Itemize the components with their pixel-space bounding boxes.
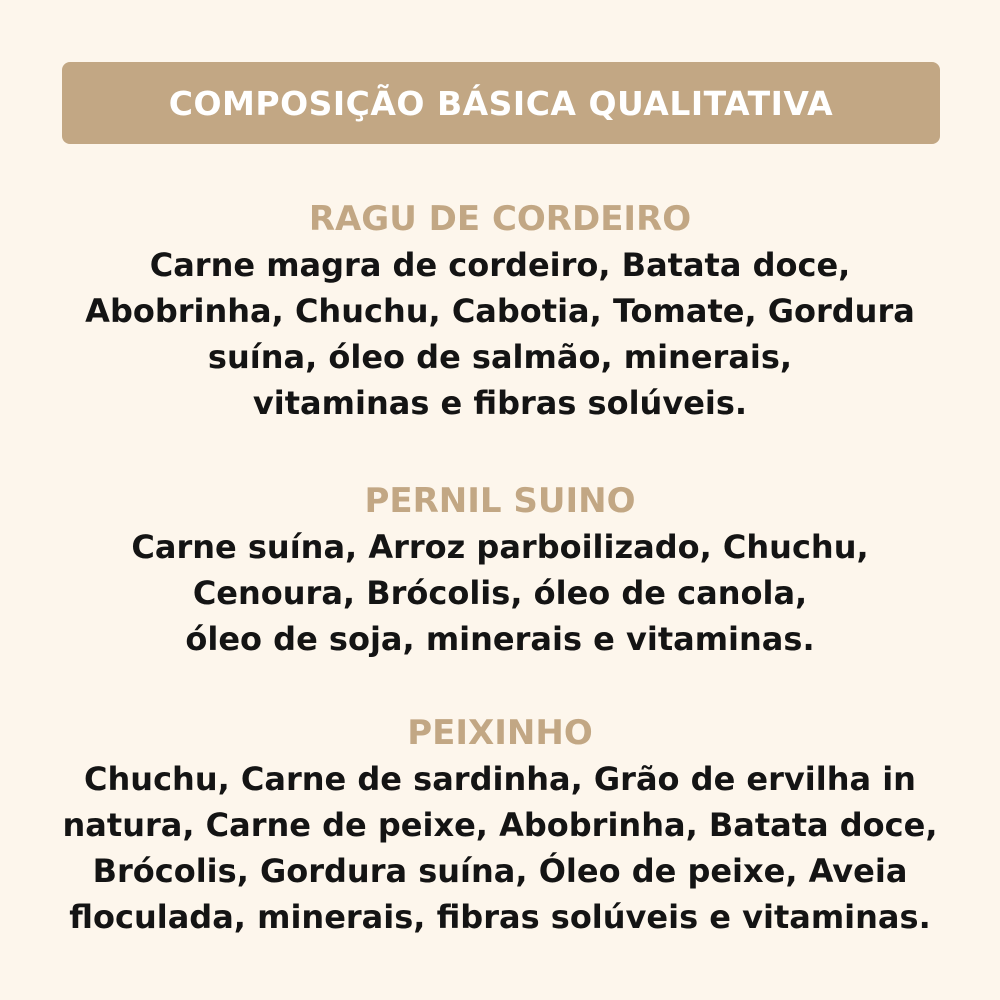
section-title: PEIXINHO	[407, 713, 593, 753]
ingredients-line: Chuchu, Carne de sardinha, Grão de ervilha in	[84, 760, 916, 798]
ingredients-line: óleo de soja, minerais e vitaminas.	[185, 620, 815, 658]
section-pernil-suino	[40, 478, 960, 662]
ingredients-line: vitaminas e fibras solúveis.	[252, 384, 748, 422]
ingredients-line: Brócolis, Gordura suína, Óleo de peixe, Aveia	[92, 852, 908, 890]
section-title: PERNIL SUINO	[364, 481, 636, 521]
section-title: RAGU DE CORDEIRO	[308, 199, 692, 239]
ingredients-line: Carne suína, Arroz parboilizado, Chuchu,	[131, 528, 869, 566]
ingredients-line: Cenoura, Brócolis, óleo de canola,	[192, 574, 808, 612]
section-ragu-de-cordeiro	[40, 196, 960, 426]
header-banner	[62, 62, 940, 144]
ingredients-line: Abobrinha, Chuchu, Cabotia, Tomate, Gordura	[85, 292, 915, 330]
ingredients-line: natura, Carne de peixe, Abobrinha, Batata doce,	[62, 806, 938, 844]
ingredients-line: suína, óleo de salmão, minerais,	[207, 338, 793, 376]
section-peixinho	[40, 710, 960, 940]
page-title: COMPOSIÇÃO BÁSICA QUALITATIVA	[168, 83, 834, 123]
ingredients-line: Carne magra de cordeiro, Batata doce,	[149, 246, 851, 284]
ingredients-line: floculada, minerais, fibras solúveis e vitaminas.	[69, 898, 931, 936]
